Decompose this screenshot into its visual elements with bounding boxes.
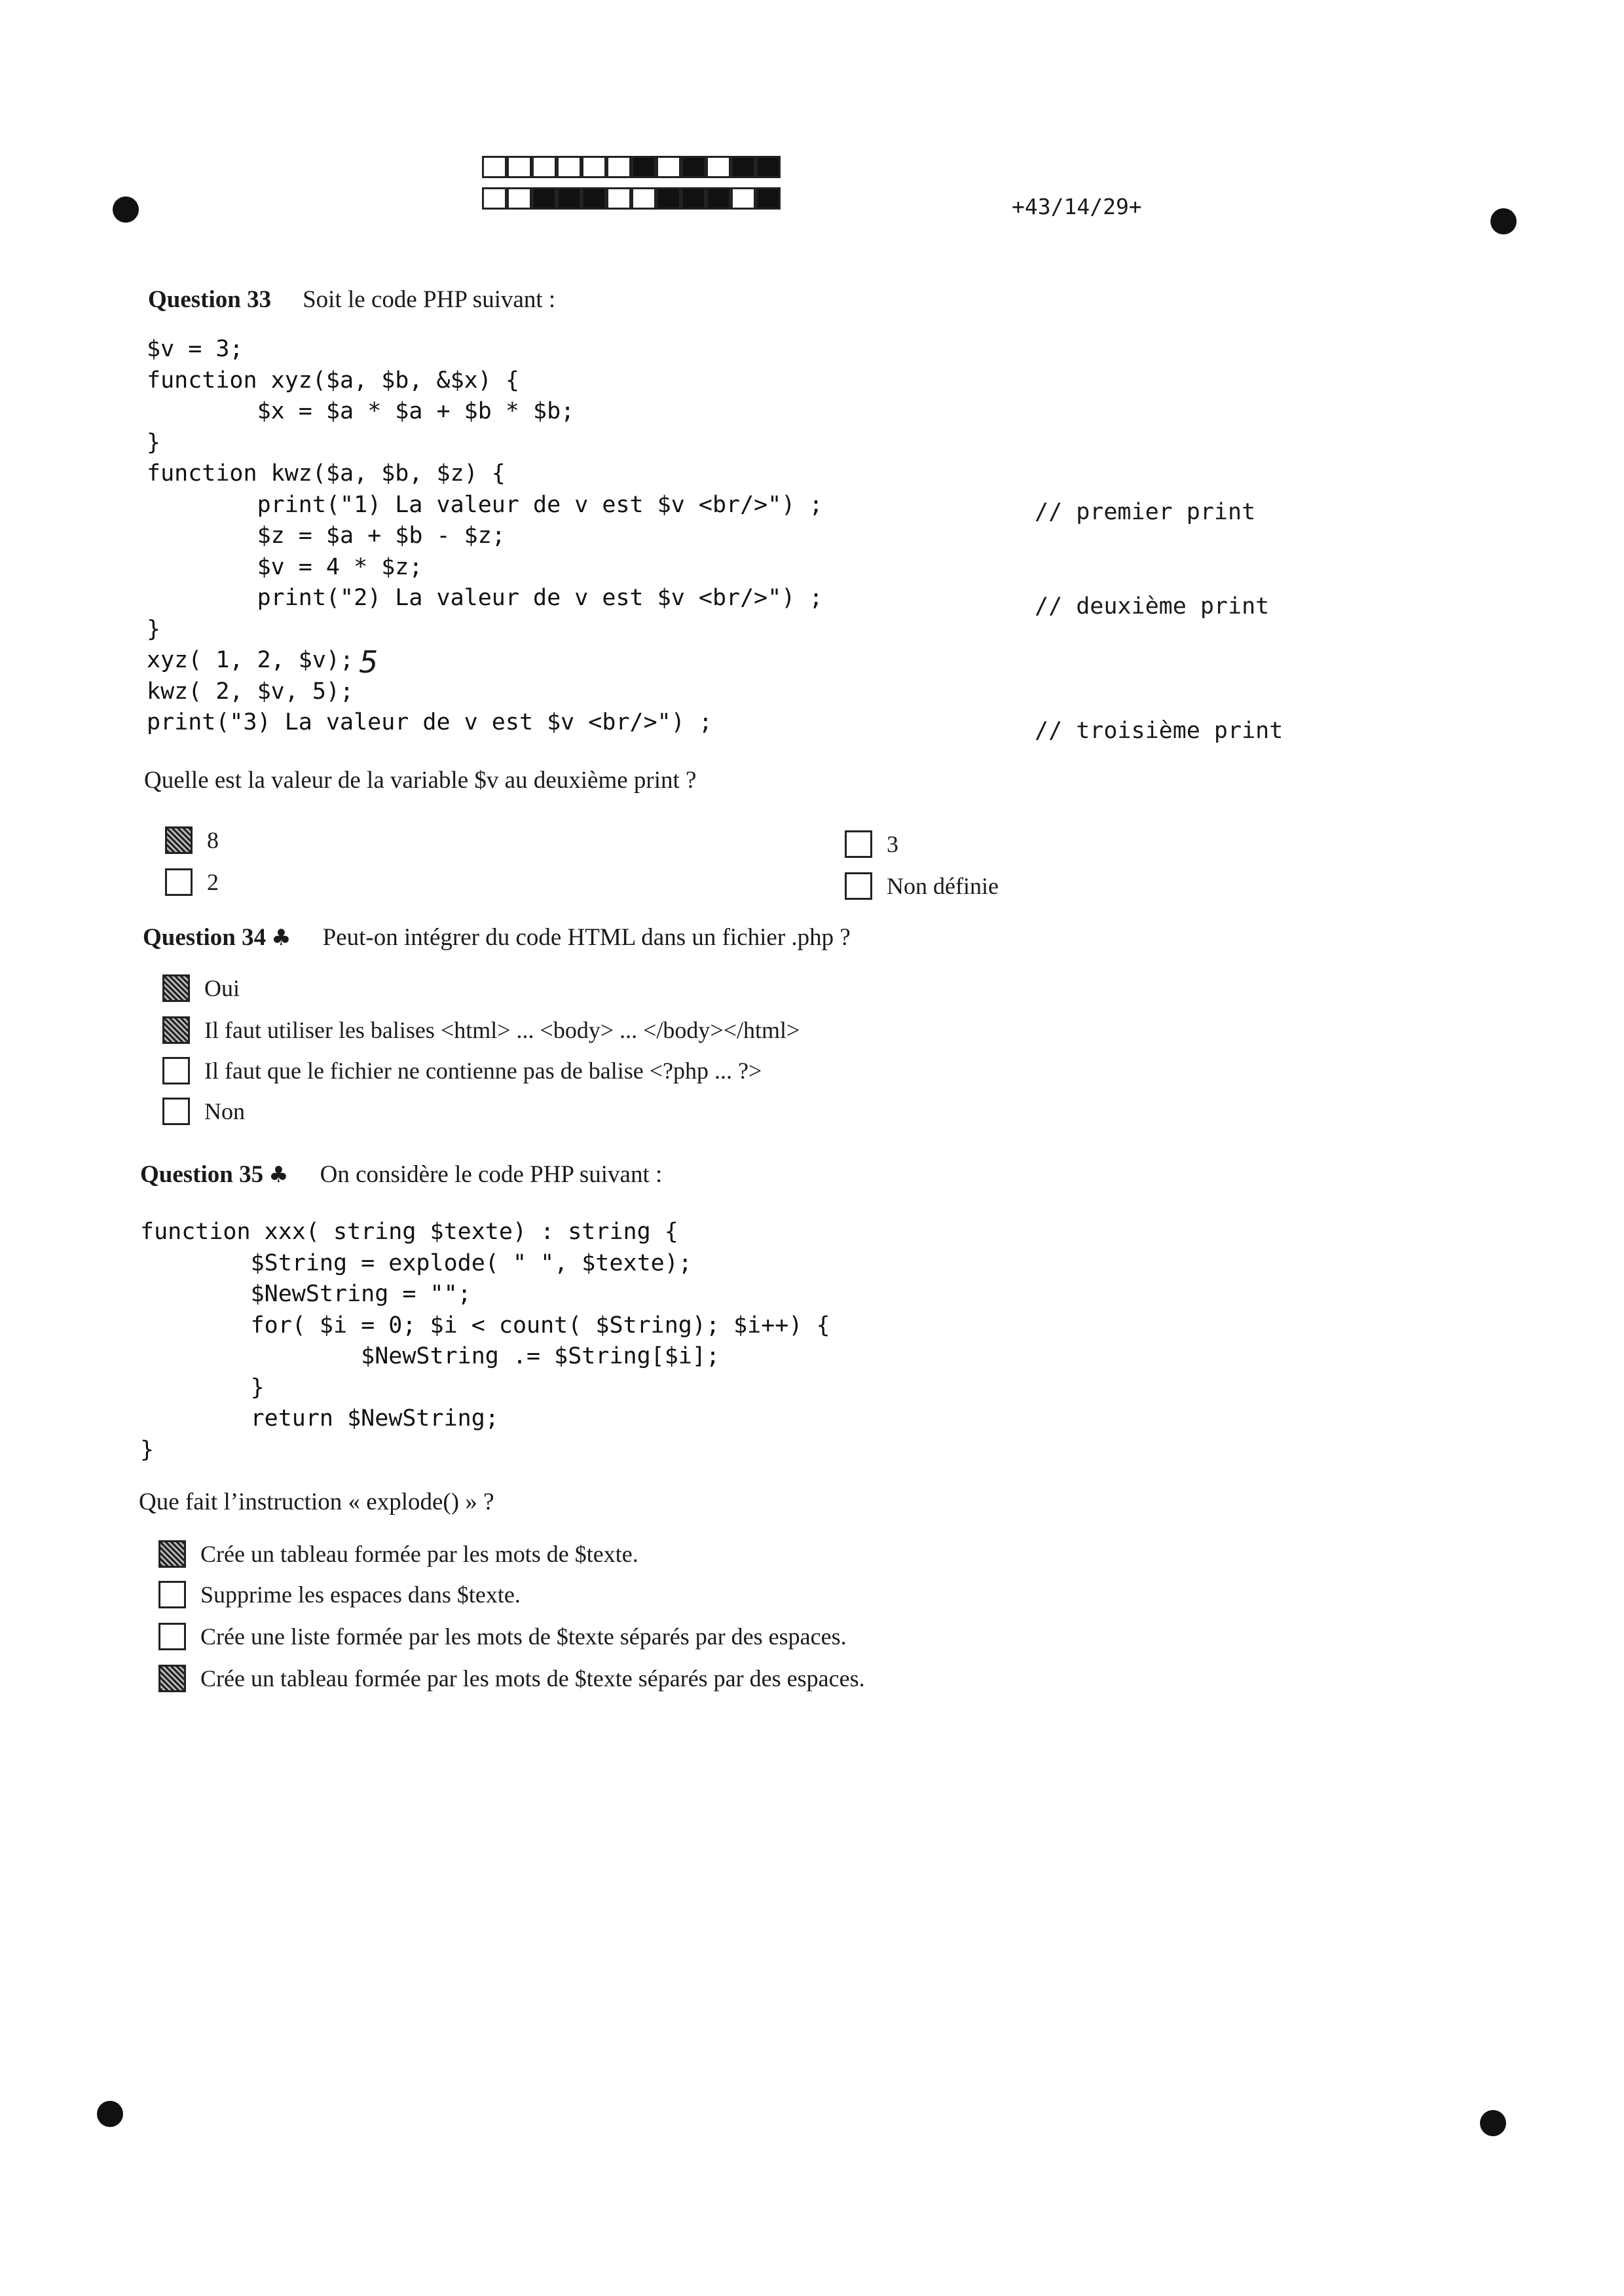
- barcode-cell: [507, 187, 532, 210]
- option-label: 8: [207, 827, 219, 853]
- registration-mark-top-right: [1490, 208, 1517, 234]
- question-34-title: [143, 923, 851, 952]
- q33-option-non-definie[interactable]: [845, 872, 999, 900]
- option-label: 3: [887, 831, 898, 857]
- q34-option-balises[interactable]: [162, 1016, 800, 1044]
- comment-premier-print: // premier print: [1035, 499, 1256, 525]
- option-label: Non: [204, 1098, 245, 1124]
- checkbox[interactable]: [162, 1098, 190, 1125]
- checkbox[interactable]: [158, 1540, 186, 1568]
- barcode-cell: [606, 156, 631, 178]
- barcode-cell: [706, 156, 731, 178]
- option-label: Supprime les espaces dans $texte.: [200, 1582, 521, 1608]
- q35-option-liste[interactable]: [158, 1623, 847, 1650]
- checkbox[interactable]: [845, 830, 872, 858]
- checkbox[interactable]: [165, 868, 193, 896]
- barcode-cell: [731, 187, 756, 210]
- question-35-title: [140, 1160, 662, 1189]
- barcode-cell: [482, 156, 507, 178]
- question-33-code: $v = 3; function xyz($a, $b, &$x) { $x = $a * $a + $b * $b; } function kwz($a, $b, $z) { print("1) La valeur de v est $v <br/>") ; $z = $a + $b - $z; $v = 4 * $z; print("2) La valeur de v est $v <br/>") ; } xyz( 1, 2, $v); kwz( 2, $v, 5); print("3) La valeur de v est $v <br/>") ;: [147, 336, 823, 735]
- barcode-cell: [581, 187, 606, 210]
- option-label: Crée un tableau formée par les mots de $texte.: [200, 1541, 638, 1567]
- option-label: Crée une liste formée par les mots de $texte séparés par des espaces.: [200, 1623, 847, 1650]
- barcode-row-bottom: [482, 187, 781, 210]
- checkbox[interactable]: [845, 872, 872, 900]
- checkbox[interactable]: [162, 1057, 190, 1084]
- checkbox[interactable]: [165, 826, 193, 854]
- registration-mark-top-left: [113, 196, 139, 223]
- club-icon: ♣: [268, 1162, 289, 1188]
- question-33-title: [148, 286, 555, 314]
- q34-option-non[interactable]: [162, 1098, 245, 1125]
- barcode-cell: [606, 187, 631, 210]
- checkbox[interactable]: [162, 974, 190, 1002]
- barcode-cell: [706, 187, 731, 210]
- option-label: Non définie: [887, 873, 999, 899]
- barcode-cell: [656, 156, 681, 178]
- registration-mark-bottom-left: [97, 2101, 123, 2127]
- barcode-cell: [557, 156, 581, 178]
- barcode-cell: [532, 156, 557, 178]
- question-number: Question 33: [148, 286, 272, 313]
- barcode-row-top: [482, 156, 781, 178]
- option-label: Il faut que le fichier ne contienne pas de balise <?php ... ?>: [204, 1058, 762, 1084]
- question-35-code: function xxx( string $texte) : string { $String = explode( " ", $texte); $NewString = ""; for( $i = 0; $i < count( $String); $i++) { $NewString .= $String[$i]; } return $NewString; }: [140, 1219, 830, 1463]
- q35-option-tableau-espaces[interactable]: [158, 1665, 865, 1692]
- question-number: Question 34: [143, 924, 267, 951]
- barcode-cell: [631, 156, 656, 178]
- barcode-cell: [731, 156, 756, 178]
- question-number: Question 35: [140, 1161, 264, 1188]
- q35-option-supprime-espaces[interactable]: [158, 1581, 521, 1608]
- barcode-cell: [681, 156, 706, 178]
- q34-option-oui[interactable]: [162, 974, 240, 1002]
- q33-option-2[interactable]: [165, 868, 219, 896]
- option-label: Oui: [204, 975, 240, 1001]
- question-33-prompt: Quelle est la valeur de la variable $v au deuxième print ?: [144, 767, 697, 794]
- barcode-cell: [756, 187, 781, 210]
- question-text: Peut-on intégrer du code HTML dans un fichier .php ?: [322, 924, 851, 951]
- barcode-cell: [482, 187, 507, 210]
- barcode-cell: [681, 187, 706, 210]
- barcode-cell: [631, 187, 656, 210]
- barcode-cell: [532, 187, 557, 210]
- handwritten-note: 5: [359, 644, 378, 680]
- question-35-prompt: Que fait l’instruction « explode() » ?: [139, 1489, 494, 1515]
- q34-option-sans-php[interactable]: [162, 1057, 762, 1084]
- option-label: Il faut utiliser les balises <html> ... <body> ... </body></html>: [204, 1017, 800, 1043]
- sheet-id: +43/14/29+: [1012, 194, 1142, 219]
- option-label: 2: [207, 869, 219, 895]
- q33-option-8[interactable]: [165, 826, 219, 854]
- checkbox[interactable]: [158, 1665, 186, 1692]
- barcode-cell: [557, 187, 581, 210]
- barcode-cell: [656, 187, 681, 210]
- barcode-cell: [507, 156, 532, 178]
- question-text: Soit le code PHP suivant :: [303, 286, 556, 313]
- comment-deuxieme-print: // deuxième print: [1035, 593, 1270, 620]
- registration-mark-bottom-right: [1480, 2110, 1506, 2136]
- comment-troisieme-print: // troisième print: [1035, 718, 1283, 744]
- q33-option-3[interactable]: [845, 830, 898, 858]
- barcode-cell: [756, 156, 781, 178]
- checkbox[interactable]: [158, 1623, 186, 1650]
- question-text: On considère le code PHP suivant :: [320, 1161, 663, 1188]
- barcode-cell: [581, 156, 606, 178]
- checkbox[interactable]: [158, 1581, 186, 1608]
- club-icon: ♣: [271, 925, 291, 951]
- option-label: Crée un tableau formée par les mots de $texte séparés par des espaces.: [200, 1665, 865, 1692]
- checkbox[interactable]: [162, 1016, 190, 1044]
- q35-option-tableau-mots[interactable]: [158, 1540, 638, 1568]
